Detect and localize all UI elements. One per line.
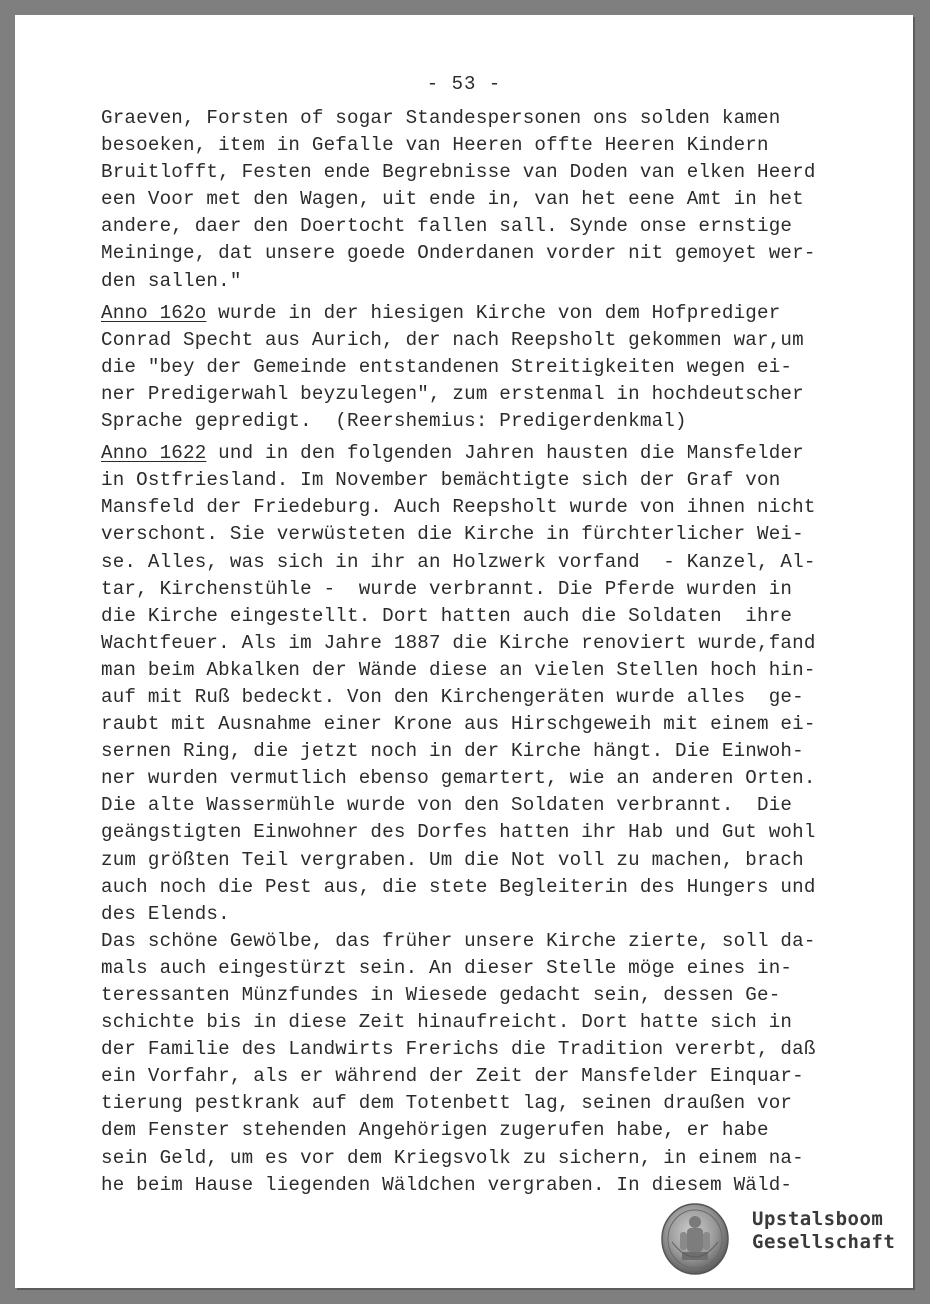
line-text: dem Fenster stehenden Angehörigen zugerufen habe, er habe: [101, 1119, 769, 1142]
line-text: sein Geld, um es vor dem Kriegsvolk zu sichern, in einem na-: [101, 1146, 804, 1169]
text-line: [101, 240, 913, 267]
paragraph: [101, 105, 913, 295]
upstalsboom-logo: [660, 1200, 910, 1280]
line-text: ein Vorfahr, als er während der Zeit der Mansfelder Einquar-: [101, 1065, 804, 1088]
text-line: [101, 494, 913, 521]
text-line: [101, 159, 913, 186]
line-text: der Familie des Landwirts Frerichs die Tradition vererbt, daß: [101, 1038, 816, 1061]
text-line: [101, 847, 913, 874]
line-text: besoeken, item in Gefalle van Heeren offte Heeren Kindern: [101, 134, 769, 157]
line-text: teressanten Münzfundes in Wiesede gedacht sein, dessen Ge-: [101, 984, 781, 1006]
line-text: een Voor met den Wagen, uit ende in, van het eene Amt in het: [101, 188, 804, 211]
text-line: [101, 982, 913, 1009]
text-line: [101, 1172, 913, 1199]
page-number: - 53 -: [426, 73, 502, 95]
text-line: [101, 132, 913, 159]
text-line: [101, 738, 913, 765]
text-line: [101, 1036, 913, 1063]
line-text: die "bey der Gemeinde entstandenen Streitigkeiten wegen ei-: [101, 355, 793, 378]
text-line: [101, 819, 913, 846]
text-line: [101, 408, 913, 435]
line-text: Das schöne Gewölbe, das früher unsere Kirche zierte, soll da-: [101, 929, 816, 952]
text-line: [101, 576, 913, 603]
year-heading: Anno 162o: [101, 301, 207, 324]
text-line: [101, 711, 913, 738]
line-text: die Kirche eingestellt. Dort hatten auch die Soldaten ihre: [101, 604, 793, 627]
paragraph: [101, 440, 913, 1199]
text-line: [101, 901, 913, 928]
document-body: [101, 105, 913, 1199]
line-text: und in den folgenden Jahren hausten die Mansfelder: [206, 442, 804, 465]
logo-line-2: Gesellschaft: [752, 1231, 896, 1253]
line-text: Die alte Wassermühle wurde von den Soldaten verbrannt. Die: [101, 794, 793, 817]
logo-text: [752, 1208, 895, 1254]
line-text: Bruitlofft, Festen ende Begrebnisse van Doden van elken Heerd: [101, 161, 816, 184]
text-line: [101, 381, 913, 408]
line-text: Wachtfeuer. Als im Jahre 1887 die Kirche renoviert wurde,fand: [101, 631, 816, 654]
text-line: [101, 765, 913, 792]
line-text: ner Predigerwahl beyzulegen", zum erstenmal in hochdeutscher: [101, 382, 804, 405]
line-text: auf mit Ruß bedeckt. Von den Kirchengeräten wurde alles ge-: [101, 685, 804, 708]
line-text: Mansfeld der Friedeburg. Auch Reepsholt wurde von ihnen nicht: [101, 496, 816, 519]
line-text: verschont. Sie verwüsteten die Kirche in fürchterlicher Wei-: [101, 523, 804, 546]
line-text: des Elends.: [101, 902, 230, 925]
text-line: [101, 1009, 913, 1036]
text-line: [101, 213, 913, 240]
text-line: [101, 268, 913, 295]
text-line: [101, 684, 913, 711]
text-line: [101, 955, 913, 982]
text-line: [101, 549, 913, 576]
seal-icon: [660, 1202, 730, 1276]
line-text: he beim Hause liegenden Wäldchen vergraben. In diesem Wäld-: [101, 1173, 793, 1196]
line-text: ner wurden vermutlich ebenso gemartert, wie an anderen Orten.: [101, 767, 816, 790]
line-text: man beim Abkalken der Wände diese an vielen Stellen hoch hin-: [101, 658, 816, 681]
text-line: [101, 354, 913, 381]
logo-line-1: Upstalsboom: [752, 1208, 884, 1230]
text-line: [101, 327, 913, 354]
text-line: [101, 1090, 913, 1117]
line-text: Graeven, Forsten of sogar Standespersonen ons solden kamen: [101, 107, 781, 129]
line-text: tierung pestkrank auf dem Totenbett lag, seinen draußen vor: [101, 1092, 793, 1115]
line-text: schichte bis in diese Zeit hinaufreicht. Dort hatte sich in: [101, 1011, 793, 1034]
line-text: tar, Kirchenstühle - wurde verbrannt. Die Pferde wurden in: [101, 577, 793, 600]
text-line: [101, 1063, 913, 1090]
line-text: sernen Ring, die jetzt noch in der Kirche hängt. Die Einwoh-: [101, 740, 804, 763]
text-line: [101, 440, 913, 467]
text-line: [101, 603, 913, 630]
text-line: [101, 1145, 913, 1172]
text-line: [101, 657, 913, 684]
text-line: [101, 874, 913, 901]
paragraph: [101, 300, 913, 435]
line-text: Meininge, dat unsere goede Onderdanen vorder nit gemoyet wer-: [101, 242, 816, 265]
text-line: [101, 186, 913, 213]
text-line: [101, 300, 913, 327]
line-text: mals auch eingestürzt sein. An dieser Stelle möge eines in-: [101, 956, 793, 979]
line-text: Sprache gepredigt. (Reershemius: Predigerdenkmal): [101, 410, 687, 433]
line-text: in Ostfriesland. Im November bemächtigte sich der Graf von: [101, 469, 781, 492]
text-line: [101, 1117, 913, 1144]
line-text: wurde in der hiesigen Kirche von dem Hofprediger: [206, 301, 781, 324]
line-text: se. Alles, was sich in ihr an Holzwerk vorfand - Kanzel, Al-: [101, 550, 816, 573]
document-page: [15, 15, 913, 1288]
text-line: [101, 521, 913, 548]
line-text: zum größten Teil vergraben. Um die Not voll zu machen, brach: [101, 848, 804, 871]
line-text: raubt mit Ausnahme einer Krone aus Hirschgeweih mit einem ei-: [101, 713, 816, 736]
line-text: geängstigten Einwohner des Dorfes hatten ihr Hab und Gut wohl: [101, 821, 816, 844]
line-text: Conrad Specht aus Aurich, der nach Reepsholt gekommen war,um: [101, 328, 804, 351]
text-line: [101, 928, 913, 955]
year-heading: Anno 1622: [101, 442, 207, 465]
text-line: [101, 792, 913, 819]
line-text: andere, daer den Doertocht fallen sall. Synde onse ernstige: [101, 215, 793, 238]
text-line: [101, 630, 913, 657]
text-line: [101, 105, 913, 132]
line-text: den sallen.": [101, 269, 242, 292]
line-text: auch noch die Pest aus, die stete Begleiterin des Hungers und: [101, 875, 816, 898]
text-line: [101, 467, 913, 494]
